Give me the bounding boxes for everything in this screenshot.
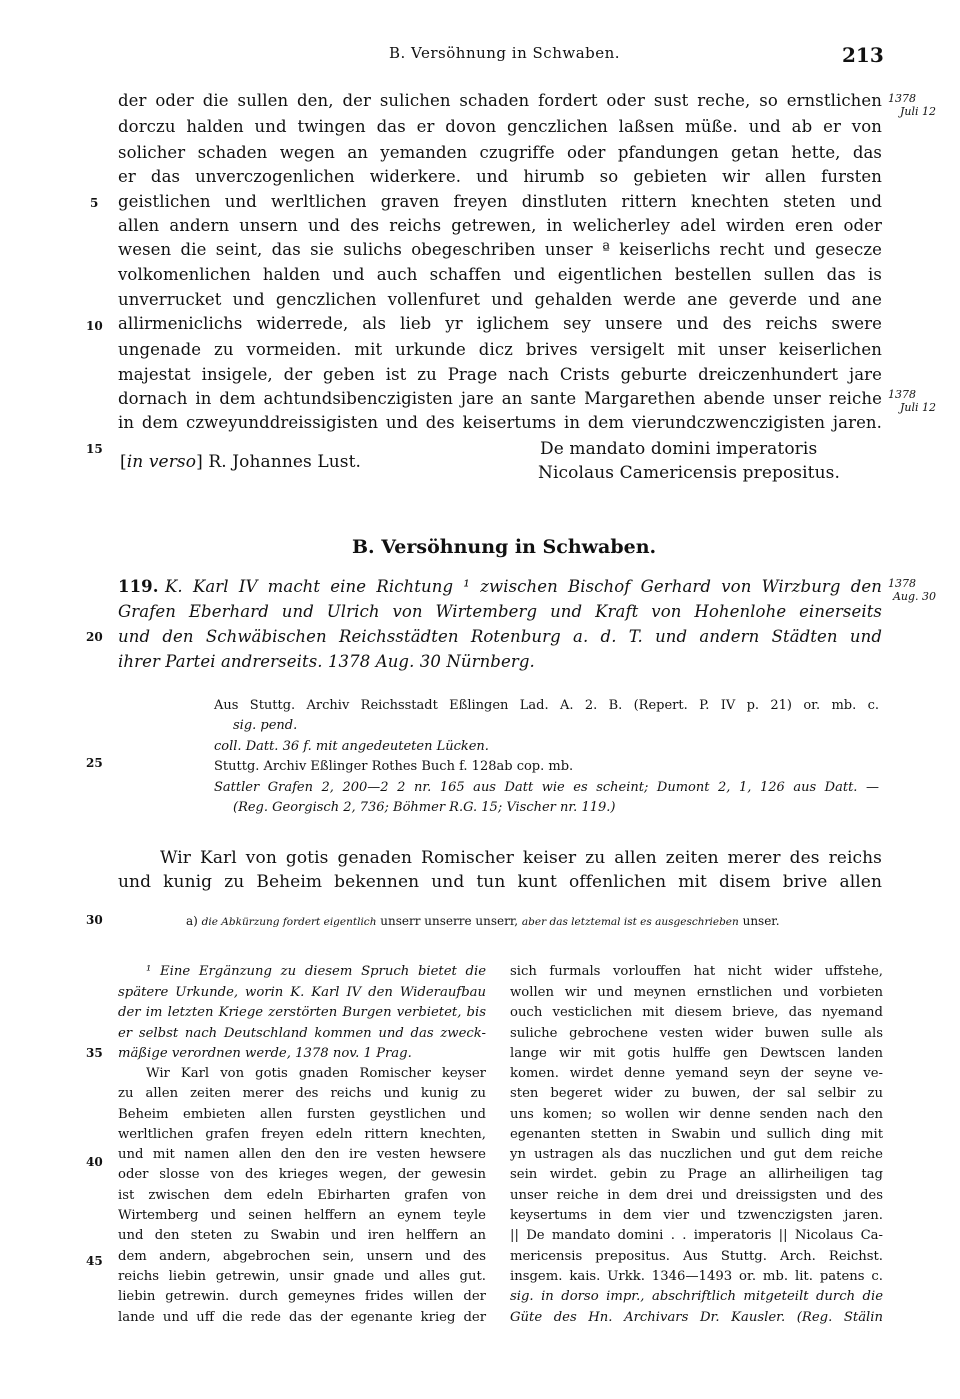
text-line: solicher schaden wegen an yemanden czugriffe oder pfandungen getan hette, das: [118, 143, 882, 162]
footnote-line: unser reiche in dem drei und dreissigsten und des: [510, 1188, 883, 1203]
source-line: sig. pend.: [233, 718, 298, 733]
line-number: 5: [90, 196, 99, 210]
line-number: 25: [86, 756, 103, 770]
apparatus-note-italic: aber das letztemal ist es ausgeschrieben: [521, 916, 739, 928]
text-line: geistlichen und werltlichen graven freyen dinstluten rittern knechten steten und: [118, 192, 882, 211]
line-number: 20: [86, 630, 103, 644]
subscription-left-italic: in verso: [126, 452, 197, 472]
text-line: dornach in dem achtundsibenczigisten jare an sante Margarethen abende unser reiche: [118, 389, 882, 408]
footnote-line: egenanten stetten in Swabin und sullich ding mit: [510, 1127, 883, 1142]
section-heading: B. Versöhnung in Schwaben.: [352, 536, 657, 558]
footnote-line: sich furmals vorlouffen hat nicht wider uffstehe,: [510, 964, 883, 979]
margin-date-year: 1378: [888, 92, 916, 105]
footnote-line: mericensis prepositus. Aus Stuttg. Arch. Reichst.: [510, 1249, 883, 1264]
footnote-line: wollen wir und meynen ernstlichen und vorbieten: [510, 985, 883, 1000]
footnote-line: zu allen zeiten merer des reichs und kunig zu: [118, 1086, 486, 1101]
footnote-line: sten begeret wider zu buwen, der sal selbir zu: [510, 1086, 883, 1101]
footnote-line: Beheim embieten allen fursten geystlichen und: [118, 1107, 486, 1122]
margin-date-year: 1378: [888, 388, 916, 401]
footnote-line: Wirtemberg und seinen helffern an eynem teyle: [118, 1208, 486, 1223]
footnote-line: Wir Karl von gotis gnaden Romischer keyser: [146, 1066, 486, 1081]
running-title: B. Versöhnung in Schwaben.: [389, 44, 621, 62]
apparatus-note: [186, 914, 780, 928]
apparatus-note-text: unserr unserre unserr,: [380, 914, 519, 928]
line-number: 40: [86, 1155, 103, 1169]
text-line: allen andern unsern und des reichs getrewen, in welicherley adel wirden eren oder: [118, 216, 882, 235]
footnote-line: und den steten zu Swabin und iren helffern an: [118, 1228, 486, 1243]
text-line: in dem czweyunddreissigisten und des keisertums in dem vierundczwenczigisten jaren.: [118, 413, 882, 432]
text-line: dorczu halden und twingen das er dovon genczlichen laßsen müße. und ab er von: [118, 117, 882, 136]
regest-line: K. Karl IV macht eine Richtung ¹ zwischen Bischof Gerhard von Wirzburg den: [165, 577, 882, 596]
footnote-line: und mit namen allen den den ire vesten hewsere: [118, 1147, 486, 1162]
text-line: unverrucket und genczlichen vollenfuret und gehalden werde ane geverde und ane: [118, 290, 882, 309]
margin-date: [888, 388, 936, 414]
footnote-line: ist zwischen dem edeln Ebirharten grafen von: [118, 1188, 486, 1203]
regest-line: und den Schwäbischen Reichsstädten Rotenburg a. d. T. und andern Städten und: [118, 627, 882, 646]
line-number: 30: [86, 913, 103, 927]
source-line: Aus Stuttg. Archiv Reichsstadt Eßlingen Lad. A. 2. B. (Repert. P. IV p. 21) or. mb. c.: [214, 698, 879, 713]
margin-date: [888, 577, 936, 603]
margin-date: [888, 92, 936, 118]
text-line: der oder die sullen den, der sulichen schaden fordert oder sust reche, so ernstlichen: [118, 91, 882, 110]
charter-opening-line: und kunig zu Beheim bekennen und tun kunt offenlichen mit disem brive allen: [118, 872, 882, 892]
footnote-line: mäßige verordnen werde, 1378 nov. 1 Prag.: [118, 1046, 412, 1061]
footnote-line: lange wir mit gotis hulffe gen Dewtscen landen: [510, 1046, 883, 1061]
subscription-right-line-1: De mandato domini imperatoris: [540, 439, 818, 459]
subscription-left-rest: R. Johannes Lust.: [208, 452, 362, 472]
line-number: 10: [86, 319, 103, 333]
source-line: Sattler Grafen 2, 200—2 2 nr. 165 aus Datt wie es scheint; Dumont 2, 1, 126 aus Datt. —: [214, 780, 879, 795]
text-line: allirmeniclichs widerrede, als lieb yr iglichem sey unsere und des reichs swere: [118, 314, 882, 333]
footnote-line: sig. in dorso impr., abschriftlich mitgeteilt durch die: [510, 1289, 883, 1304]
footnote-line: Güte des Hn. Archivars Dr. Kausler. (Reg. Stälin: [510, 1310, 883, 1325]
footnote-line: yn ustragen als das nuczlichen und gut dem reiche: [510, 1147, 883, 1162]
footnote-line: uns komen; so wollen wir denne senden nach den: [510, 1107, 883, 1122]
line-number: 35: [86, 1046, 103, 1060]
text-line: ungenade zu vormeiden. mit urkunde dicz brives versigelt mit unser keiserlichen: [118, 340, 882, 359]
footnote-line: spätere Urkunde, worin K. Karl IV den Wideraufbau: [118, 985, 486, 1000]
footnote-line: insgem. kais. Urkk. 1346—1493 or. mb. lit. patens c.: [510, 1269, 883, 1284]
subscription-right-line-2: Nicolaus Camericensis prepositus.: [538, 463, 840, 483]
subscription-left: [in verso] R. Johannes Lust.: [120, 452, 362, 472]
apparatus-note-label: a): [186, 914, 198, 928]
charter-opening-line: Wir Karl von gotis genaden Romischer keiser zu allen zeiten merer des reichs: [160, 848, 882, 868]
footnote-line: liebin getrewin. durch gemeynes frides willen der: [118, 1289, 486, 1304]
margin-date-day: Juli 12: [899, 105, 936, 118]
footnote-line: ¹ Eine Ergänzung zu diesem Spruch bietet die: [146, 964, 486, 979]
margin-date-day: Aug. 30: [892, 590, 936, 603]
line-number: 45: [86, 1254, 103, 1268]
page-number: 213: [842, 43, 884, 67]
regest-line: ihrer Partei andrerseits. 1378 Aug. 30 Nürnberg.: [118, 652, 535, 671]
footnote-line: reichs liebin getrewin, unsir gnade und alles gut.: [118, 1269, 486, 1284]
text-line: er das unverczogenlichen widerkere. und hirumb so gebieten wir allen fursten: [118, 167, 882, 186]
source-line: coll. Datt. 36 f. mit angedeuteten Lücken.: [214, 739, 489, 754]
text-line: wesen die seint, das sie sulichs obegeschriben unser ª keiserlichs recht und gesecze: [118, 240, 882, 259]
footnote-line: dem andern, abgebrochen sein, unsern und des: [118, 1249, 486, 1264]
text-line: volkomenlichen halden und auch schaffen und eigentlichen bestellen sullen das is: [118, 265, 882, 284]
footnote-line: komen. wirdet denne yemand seyn der seyne ve-: [510, 1066, 883, 1081]
source-line: (Reg. Georgisch 2, 736; Böhmer R.G. 15; Vischer nr. 119.): [233, 800, 616, 815]
regest-number: 119.: [118, 577, 159, 596]
text-line: majestat insigele, der geben ist zu Prage nach Crists geburte dreiczenhundert jare: [118, 365, 882, 384]
footnote-line: oder slosse von des krieges wegen, der gewesin: [118, 1167, 486, 1182]
footnote-line: werltlichen grafen freyen edeln rittern knechten,: [118, 1127, 486, 1142]
footnote-line: ouch vesticlichen mit diesem brieve, das nyemand: [510, 1005, 883, 1020]
footnote-line: sein wirdet. gebin zu Prage an allirheiligen tag: [510, 1167, 883, 1182]
footnote-line: lande und uff die rede das der egenante krieg der: [118, 1310, 486, 1325]
line-number: 15: [86, 442, 103, 456]
apparatus-note-text: unser.: [742, 914, 780, 928]
margin-date-year: 1378: [888, 577, 916, 590]
source-line: Stuttg. Archiv Eßlinger Rothes Buch f. 128ab cop. mb.: [214, 759, 574, 774]
footnote-line: der im letzten Kriege zerstörten Burgen verbietet, bis: [118, 1005, 486, 1020]
apparatus-note-italic: die Abkürzung fordert eigentlich: [201, 916, 377, 928]
footnote-line: || De mandato domini . . imperatoris || Nicolaus Ca-: [510, 1228, 883, 1243]
footnote-line: er selbst nach Deutschland kommen und das zweck-: [118, 1026, 486, 1041]
footnote-line: keysertums in dem vier und tzwenczigsten jaren.: [510, 1208, 883, 1223]
regest-line: Grafen Eberhard und Ulrich von Wirtemberg und Kraft von Hohenlohe einerseits: [118, 602, 882, 621]
margin-date-day: Juli 12: [899, 401, 936, 414]
footnote-line: suliche gebrochene vesten wider buwen sulle als: [510, 1026, 883, 1041]
